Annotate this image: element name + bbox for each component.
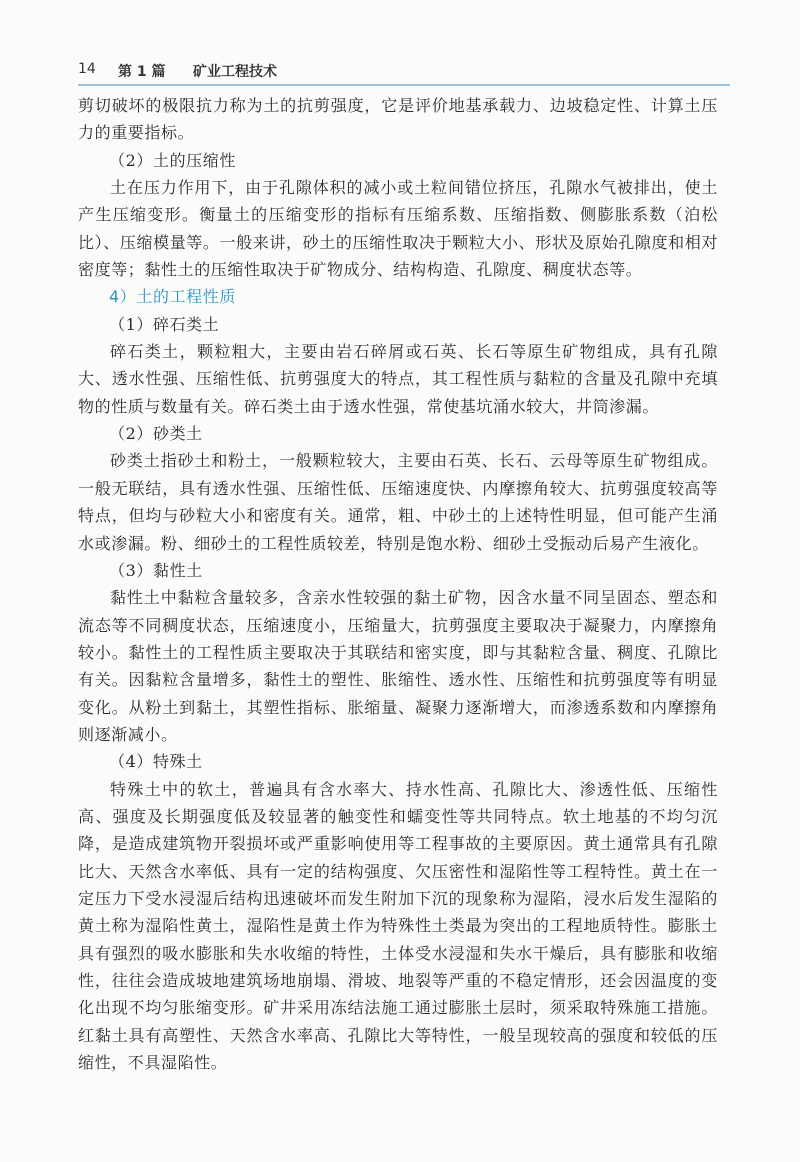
- paragraph-sandy-soil: 砂类土指砂土和粉土，一般颗粒较大，主要由石英、长石、云母等原生矿物组成。一般无联结，具有透水性强、压缩性低、压缩速度快、内摩擦角较大、抗剪强度较高等特点，但均与砂粒大小和密度有关。通常，粗、中砂土的上述特性明显，但可能产生涌水或渗漏。粉、细砂土的工程性质较差，特别是饱水粉、细砂土受振动后易产生液化。: [78, 451, 718, 553]
- part-label: 第 1 篇: [118, 64, 166, 80]
- chapter-title: 矿业工程技术: [193, 64, 277, 80]
- running-header: [78, 58, 728, 82]
- section-heading-engineering-properties: 4）土的工程性质: [109, 287, 236, 307]
- paragraph-gravel-soil: 碎石类土，颗粒粗大，主要由岩石碎屑或石英、长石等原生矿物组成，具有孔隙大、透水性强、压缩性低、抗剪强度大的特点，其工程性质与黏粒的含量及孔隙中充填物的性质与数量有关。碎石类土由于透水性强，常使基坑涌水较大，井筒渗漏。: [78, 342, 718, 416]
- subheading-special-soil: （4）特殊土: [109, 752, 203, 772]
- subheading-sandy-soil: （2）砂类土: [109, 424, 203, 444]
- header-rule: [78, 84, 730, 86]
- paragraph-special-soil: 特殊土中的软土，普遍具有含水率大、持水性高、孔隙比大、渗透性低、压缩性高、强度及长期强度低及较显著的触变性和蠕变性等共同特点。软土地基的不均匀沉降，是造成建筑物开裂损坏或严重影响使用等工程事故的主要原因。黄土通常具有孔隙比大、天然含水率低、具有一定的结构强度、欠压密性和湿陷性等工程特性。黄土在一定压力下受水浸湿后结构迅速破坏而发生附加下沉的现象称为湿陷，浸水后发生湿陷的黄土称为湿陷性黄土，湿陷性是黄土作为特殊性土类最为突出的工程地质特性。膨胀土具有强烈的吸水膨胀和失水收缩的特性，土体受水浸湿和失水干燥后，具有膨胀和收缩性，往往会造成坡地建筑场地崩塌、滑坡、地裂等严重的不稳定情形，还会因温度的变化出现不均匀胀缩变形。矿井采用冻结法施工通过膨胀土层时，须采取特殊施工措施。红黏土具有高塑性、天然含水率高、孔隙比大等特性，一般呈现较高的强度和较低的压缩性，不具湿陷性。: [78, 779, 718, 1073]
- page-number: 14: [78, 61, 96, 77]
- paragraph-shear-strength: 剪切破坏的极限抗力称为土的抗剪强度，它是评价地基承载力、边坡稳定性、计算土压力的重要指标。: [78, 96, 718, 143]
- subheading-cohesive-soil: （3）黏性土: [109, 560, 203, 580]
- paragraph-compressibility: 土在压力作用下，由于孔隙体积的减小或土粒间错位挤压，孔隙水气被排出，使土产生压缩变形。衡量土的压缩变形的指标有压缩系数、压缩指数、侧膨胀系数（泊松比）、压缩模量等。一般来讲，砂土的压缩性取决于颗粒大小、形状及原始孔隙度和相对密度等；黏性土的压缩性取决于矿物成分、结构构造、孔隙度、稠度状态等。: [78, 178, 718, 280]
- body-text: [78, 92, 718, 1076]
- paragraph-cohesive-soil: 黏性土中黏粒含量较多，含亲水性较强的黏土矿物，因含水量不同呈固态、塑态和流态等不同稠度状态，压缩速度小，压缩量大，抗剪强度主要取决于凝聚力，内摩擦角较小。黏性土的工程性质主要取决于其联结和密实度，即与其黏粒含量、稠度、孔隙比有关。因黏粒含量增多，黏性土的塑性、胀缩性、透水性、压缩性和抗剪强度等有明显变化。从粉土到黏土，其塑性指标、胀缩量、凝聚力逐渐增大，而渗透系数和内摩擦角则逐渐减小。: [78, 588, 718, 744]
- subheading-gravel-soil: （1）碎石类土: [109, 314, 220, 334]
- subheading-compressibility: （2）土的压缩性: [109, 150, 236, 170]
